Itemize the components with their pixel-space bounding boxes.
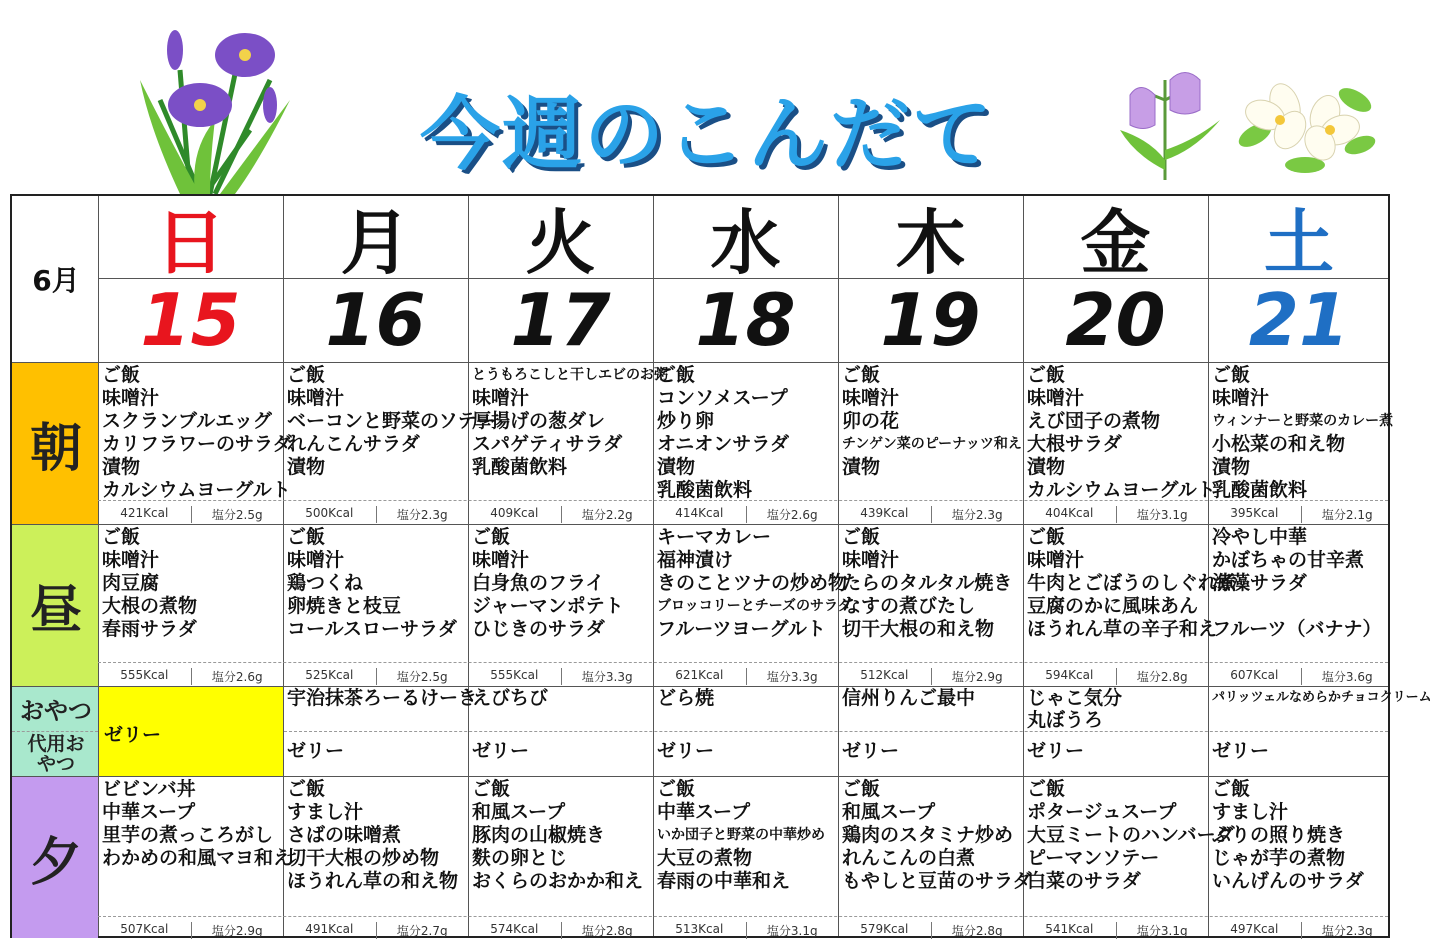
dinner-menu-6 <box>1212 778 1391 893</box>
breakfast-item: カリフラワーのサラダ <box>102 433 292 455</box>
day-of-week-0: 日 <box>155 201 226 284</box>
lunch-item: 味噌汁 <box>287 549 345 571</box>
salt-value: 塩分2.1g <box>1301 506 1394 523</box>
dinner-menu-5 <box>1027 778 1235 893</box>
dinner-item: さばの味噌煮 <box>287 824 402 846</box>
snack-item-line: じゃこ気分 <box>1027 687 1123 709</box>
snack-label: おやつ <box>20 696 92 725</box>
substitute-snack-item-1: ゼリー <box>287 740 345 762</box>
salt-value: 塩分2.3g <box>376 506 469 523</box>
breakfast-menu-0 <box>102 364 292 502</box>
dinner-item: すまし汁 <box>287 801 364 823</box>
lunch-item: ご飯 <box>472 526 511 548</box>
dinner-menu-2 <box>472 778 651 893</box>
day-date-6: 21 <box>1248 278 1350 362</box>
day-date-5: 20 <box>1065 278 1166 362</box>
lunch-item: 冷やし中華 <box>1212 526 1308 548</box>
dinner-nutrition-5 <box>1023 922 1208 939</box>
lunch-item: 切干大根の和え物 <box>842 618 995 640</box>
breakfast-item: 漬物 <box>1212 456 1251 478</box>
lunch-menu-5 <box>1027 526 1237 641</box>
salt-value: 塩分3.3g <box>561 668 654 685</box>
lunch-item: 鶏つくね <box>287 572 364 594</box>
breakfast-nutrition-1 <box>283 506 468 523</box>
kcal-value: 404Kcal <box>1045 506 1094 520</box>
dinner-menu-0 <box>102 778 293 870</box>
dinner-item: 中華スープ <box>102 801 196 823</box>
dinner-item: 大豆の煮物 <box>657 847 753 869</box>
breakfast-item: 乳酸菌飲料 <box>657 479 753 501</box>
snack-item-4: 信州りんご最中 <box>842 687 976 709</box>
breakfast-item: 漬物 <box>657 456 696 478</box>
breakfast-item: 漬物 <box>102 456 141 478</box>
dinner-item: ご飯 <box>287 778 326 800</box>
dinner-item: ご飯 <box>1212 778 1251 800</box>
salt-value: 塩分3.1g <box>1116 922 1209 939</box>
dinner-item: ビビンバ丼 <box>102 778 196 800</box>
kcal-value: 500Kcal <box>305 506 354 520</box>
breakfast-menu-2 <box>472 364 668 479</box>
lunch-menu-4 <box>842 526 1021 641</box>
breakfast-item: 乳酸菌飲料 <box>472 456 568 478</box>
dinner-item: ご飯 <box>842 778 881 800</box>
day-of-week-4: 木 <box>895 201 966 284</box>
day-of-week-6: 土 <box>1264 201 1334 284</box>
kcal-value: 497Kcal <box>1230 922 1279 936</box>
lunch-nutrition-1 <box>283 668 468 685</box>
dinner-item: 切干大根の炒め物 <box>287 847 440 869</box>
dinner-item: 大豆ミートのハンバーグ <box>1027 824 1235 846</box>
menu-header <box>10 10 1390 194</box>
iris-flower-icon <box>120 10 300 194</box>
breakfast-item: とうもろこしと干しエビのお粥 <box>472 367 668 383</box>
lunch-menu-1 <box>287 526 466 641</box>
dinner-menu-4 <box>842 778 1032 893</box>
salt-value: 塩分2.5g <box>376 668 469 685</box>
breakfast-item: オニオンサラダ <box>657 433 790 455</box>
dinner-item: ぶりの照り焼き <box>1212 824 1346 846</box>
dinner-item: ポタージュスープ <box>1027 801 1177 823</box>
dinner-nutrition-0 <box>98 922 283 939</box>
salt-value: 塩分2.6g <box>746 506 839 523</box>
breakfast-item: 味噌汁 <box>1027 387 1085 409</box>
menu-table <box>10 194 1432 938</box>
dinner-label: 夕 <box>29 832 82 893</box>
kcal-value: 491Kcal <box>305 922 354 936</box>
lunch-item: 卵焼きと枝豆 <box>287 595 402 617</box>
breakfast-item: 味噌汁 <box>287 387 345 409</box>
breakfast-item: コンソメスープ <box>657 387 788 409</box>
substitute-snack-label-text: 代用おやつ <box>27 733 85 775</box>
snack-item-line: 丸ぼうろ <box>1027 709 1104 731</box>
kcal-value: 607Kcal <box>1230 668 1279 682</box>
lunch-item: 福神漬け <box>657 549 734 571</box>
breakfast-item: ご飯 <box>1027 364 1066 386</box>
day-date-0: 15 <box>140 278 241 362</box>
breakfast-nutrition-2 <box>468 506 653 523</box>
breakfast-item: 漬物 <box>287 456 326 478</box>
lunch-nutrition-5 <box>1023 668 1208 685</box>
lunch-item: 味噌汁 <box>1027 549 1085 571</box>
salt-value: 塩分2.9g <box>191 922 284 939</box>
lunch-item: ご飯 <box>842 526 881 548</box>
lunch-item <box>1212 595 1391 618</box>
breakfast-nutrition-6 <box>1208 506 1393 523</box>
lunch-item: なすの煮びたし <box>842 595 976 617</box>
lunch-item: たらのタルタル焼き <box>842 572 1013 594</box>
substitute-snack-label <box>12 732 100 776</box>
lunch-item: 海藻サラダ <box>1212 572 1307 594</box>
breakfast-item: カルシウムヨーグルト <box>102 479 291 501</box>
salt-value: 塩分2.8g <box>931 922 1024 939</box>
kcal-value: 507Kcal <box>120 922 169 936</box>
lunch-item: ジャーマンポテト <box>472 595 624 617</box>
lunch-item: 豆腐のかに風味あん <box>1027 595 1199 617</box>
snack-item-2: えびちび <box>472 687 549 709</box>
breakfast-item: カルシウムヨーグルト <box>1027 479 1216 501</box>
dinner-item: 春雨の中華和え <box>657 870 791 892</box>
breakfast-item: 味噌汁 <box>472 387 530 409</box>
lunch-item: ほうれん草の辛子和え <box>1027 618 1218 640</box>
day-of-week-1: 月 <box>340 201 411 284</box>
breakfast-nutrition-3 <box>653 506 838 523</box>
dinner-item: 和風スープ <box>472 801 566 823</box>
breakfast-item: ご飯 <box>287 364 326 386</box>
salt-value: 塩分3.6g <box>1301 668 1394 685</box>
lunch-item: コールスローサラダ <box>287 618 457 640</box>
dinner-item: 中華スープ <box>657 801 751 823</box>
breakfast-item: 卯の花 <box>842 410 900 432</box>
breakfast-item: ご飯 <box>1212 364 1251 386</box>
breakfast-item: 大根サラダ <box>1027 433 1122 455</box>
day-date-3: 18 <box>695 278 796 362</box>
dinner-nutrition-4 <box>838 922 1023 939</box>
breakfast-item: 炒り卵 <box>657 410 715 432</box>
dinner-item: ピーマンソテー <box>1027 847 1160 869</box>
salt-value: 塩分3.1g <box>746 922 839 939</box>
breakfast-item: ご飯 <box>102 364 141 386</box>
lunch-item: きのことツナの炒め物 <box>657 572 848 594</box>
breakfast-item: 小松菜の和え物 <box>1212 433 1346 455</box>
breakfast-nutrition-4 <box>838 506 1023 523</box>
breakfast-item: 乳酸菌飲料 <box>1212 479 1308 501</box>
lunch-item: 肉豆腐 <box>102 572 160 594</box>
day-date-2: 17 <box>510 278 611 362</box>
dinner-item: 白菜のサラダ <box>1027 870 1141 892</box>
substitute-snack-item-5: ゼリー <box>1027 740 1085 762</box>
salt-value: 塩分2.2g <box>561 506 654 523</box>
lunch-menu-0 <box>102 526 281 641</box>
substitute-snack-item-2: ゼリー <box>472 740 530 762</box>
breakfast-menu-4 <box>842 364 1021 479</box>
kcal-value: 409Kcal <box>490 506 539 520</box>
breakfast-item: 漬物 <box>842 456 881 478</box>
breakfast-item: 漬物 <box>1027 456 1066 478</box>
lunch-item: フルーツ（バナナ） <box>1212 618 1382 640</box>
kcal-value: 513Kcal <box>675 922 724 936</box>
dinner-item: 里芋の煮っころがし <box>102 824 274 846</box>
lunch-nutrition-0 <box>98 668 283 685</box>
lunch-item: ひじきのサラダ <box>472 618 605 640</box>
kcal-value: 574Kcal <box>490 922 539 936</box>
lunch-nutrition-4 <box>838 668 1023 685</box>
dinner-item: もやしと豆苗のサラダ <box>842 870 1032 892</box>
bellflower-icon <box>1115 60 1225 180</box>
dinner-nutrition-2 <box>468 922 653 939</box>
day-of-week-2: 火 <box>525 201 596 284</box>
lunch-item: 白身魚のフライ <box>472 572 605 594</box>
breakfast-nutrition-5 <box>1023 506 1208 523</box>
breakfast-item: スパゲティサラダ <box>472 433 623 455</box>
lunch-label: 昼 <box>29 580 82 641</box>
kcal-value: 395Kcal <box>1230 506 1279 520</box>
kcal-value: 421Kcal <box>120 506 169 520</box>
month-label: 6月 <box>32 264 80 297</box>
salt-value: 塩分2.9g <box>931 668 1024 685</box>
kcal-value: 594Kcal <box>1045 668 1094 682</box>
dinner-item: 和風スープ <box>842 801 936 823</box>
dinner-item: いんげんのサラダ <box>1212 870 1364 892</box>
kcal-value: 525Kcal <box>305 668 354 682</box>
day-date-4: 19 <box>880 278 981 362</box>
dinner-nutrition-3 <box>653 922 838 939</box>
salt-value: 塩分2.3g <box>931 506 1024 523</box>
kcal-value: 541Kcal <box>1045 922 1094 936</box>
snack-item-6: パリッツェルなめらかチョコクリーム <box>1212 690 1432 705</box>
dinner-item: ご飯 <box>472 778 511 800</box>
breakfast-menu-5 <box>1027 364 1216 502</box>
dinner-item: 鶏肉のスタミナ炒め <box>842 824 1014 846</box>
dinner-item: ほうれん草の和え物 <box>287 870 459 892</box>
breakfast-label: 朝 <box>29 418 82 479</box>
lunch-item: 味噌汁 <box>842 549 900 571</box>
breakfast-item: 味噌汁 <box>102 387 160 409</box>
kcal-value: 555Kcal <box>490 668 539 682</box>
dinner-item: 豚肉の山椒焼き <box>472 824 606 846</box>
breakfast-menu-1 <box>287 364 496 479</box>
white-flower-icon <box>1235 65 1375 175</box>
dinner-menu-1 <box>287 778 466 893</box>
kcal-value: 621Kcal <box>675 668 724 682</box>
substitute-snack-item-4: ゼリー <box>842 740 900 762</box>
lunch-item: キーマカレー <box>657 526 772 548</box>
breakfast-item: ベーコンと野菜のソテー <box>287 410 496 432</box>
breakfast-item: 厚揚げの葱ダレ <box>472 410 606 432</box>
breakfast-item: ウィンナーと野菜のカレー煮 <box>1212 413 1394 429</box>
dinner-item: ご飯 <box>657 778 696 800</box>
salt-value: 塩分2.3g <box>1301 922 1394 939</box>
kcal-value: 439Kcal <box>860 506 909 520</box>
breakfast-item: ご飯 <box>657 364 696 386</box>
day-date-1: 16 <box>325 278 426 362</box>
lunch-item: 味噌汁 <box>102 549 160 571</box>
dinner-item: わかめの和風マヨ和え <box>102 847 293 869</box>
breakfast-menu-6 <box>1212 364 1394 502</box>
substitute-snack-item-6: ゼリー <box>1212 740 1270 762</box>
lunch-item: ブロッコリーとチーズのサラダ <box>657 598 852 614</box>
breakfast-menu-3 <box>657 364 836 502</box>
salt-value: 塩分3.3g <box>746 668 839 685</box>
breakfast-nutrition-0 <box>98 506 283 523</box>
breakfast-item: チンゲン菜のピーナッツ和え <box>842 436 1022 452</box>
lunch-menu-6 <box>1212 526 1391 641</box>
lunch-item: 牛肉とごぼうのしぐれ煮 <box>1027 572 1237 594</box>
day-of-week-3: 水 <box>710 201 781 284</box>
lunch-item: かぼちゃの甘辛煮 <box>1212 549 1365 571</box>
lunch-item: ご飯 <box>102 526 141 548</box>
substitute-snack-item-3: ゼリー <box>657 740 715 762</box>
kcal-value: 555Kcal <box>120 668 169 682</box>
salt-value: 塩分2.8g <box>1116 668 1209 685</box>
dinner-item: すまし汁 <box>1212 801 1289 823</box>
salt-value: 塩分2.6g <box>191 668 284 685</box>
salt-value: 塩分2.8g <box>561 922 654 939</box>
breakfast-item: 味噌汁 <box>1212 387 1270 409</box>
lunch-item: フルーツヨーグルト <box>657 618 826 640</box>
dinner-nutrition-6 <box>1208 922 1393 939</box>
kcal-value: 512Kcal <box>860 668 909 682</box>
breakfast-item: れんこんサラダ <box>287 433 420 455</box>
dinner-item: じゃが芋の煮物 <box>1212 847 1346 869</box>
breakfast-item: スクランブルエッグ <box>102 410 272 432</box>
breakfast-item: えび団子の煮物 <box>1027 410 1161 432</box>
dinner-item: れんこんの白煮 <box>842 847 976 869</box>
dinner-menu-3 <box>657 778 836 893</box>
dinner-item: いか団子と野菜の中華炒め <box>657 827 825 843</box>
breakfast-item: 味噌汁 <box>842 387 900 409</box>
lunch-item: ご飯 <box>287 526 326 548</box>
dinner-item: 麩の卵とじ <box>472 847 568 869</box>
dinner-item: おくらのおかか和え <box>472 870 644 892</box>
breakfast-item: ご飯 <box>842 364 881 386</box>
lunch-item: 春雨サラダ <box>102 618 197 640</box>
day-of-week-5: 金 <box>1080 201 1151 284</box>
lunch-nutrition-2 <box>468 668 653 685</box>
salt-value: 塩分2.7g <box>376 922 469 939</box>
dinner-item: ご飯 <box>1027 778 1066 800</box>
salt-value: 塩分2.5g <box>191 506 284 523</box>
snack-item-5 <box>1027 687 1204 731</box>
snack-item-1: 宇治抹茶ろーるけーき <box>287 687 478 709</box>
sunday-snack: ゼリー <box>104 724 162 746</box>
lunch-menu-3 <box>657 526 852 641</box>
lunch-item: 大根の煮物 <box>102 595 198 617</box>
lunch-nutrition-3 <box>653 668 838 685</box>
page-title: 今週のこんだて <box>420 88 994 181</box>
kcal-value: 579Kcal <box>860 922 909 936</box>
lunch-menu-2 <box>472 526 651 641</box>
lunch-nutrition-6 <box>1208 668 1393 685</box>
kcal-value: 414Kcal <box>675 506 724 520</box>
dinner-nutrition-1 <box>283 922 468 939</box>
lunch-item: 味噌汁 <box>472 549 530 571</box>
snack-item-3: どら焼 <box>657 687 715 709</box>
lunch-item: ご飯 <box>1027 526 1066 548</box>
salt-value: 塩分3.1g <box>1116 506 1209 523</box>
